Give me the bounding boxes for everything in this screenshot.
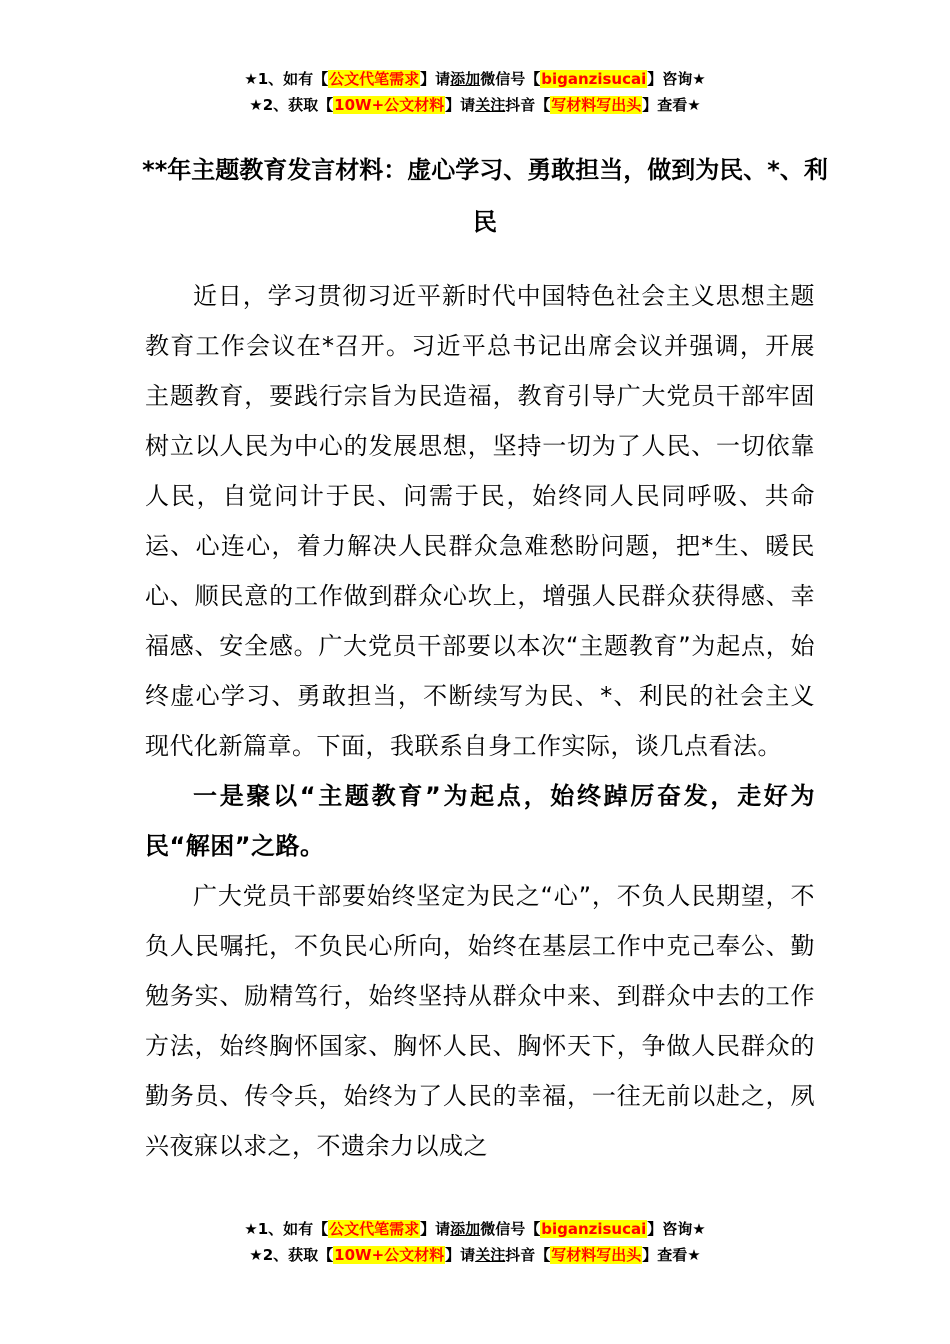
promo-text: 】请 — [420, 1220, 451, 1238]
star-icon: ★ — [692, 70, 706, 88]
star-icon: ★ — [249, 96, 263, 114]
promo-highlight-materials: 10W+公文材料 — [334, 1246, 445, 1264]
star-icon: ★ — [687, 96, 701, 114]
document-body — [145, 271, 815, 1171]
promo-underline-follow: 关注 — [475, 1246, 506, 1264]
promo-text: 】请 — [445, 96, 476, 114]
promo-highlight-materials: 10W+公文材料 — [334, 96, 445, 114]
promo-text: 】请 — [420, 70, 451, 88]
promo-highlight-need: 公文代笔需求 — [329, 70, 420, 88]
promo-text: 】请 — [445, 1246, 476, 1264]
body-paragraph-intro: 近日，学习贯彻习近平新时代中国特色社会主义思想主题教育工作会议在*召开。习近平总书记出席会议并强调，开展主题教育，要践行宗旨为民造福，教育引导广大党员干部牢固树立以人民为中心的发展思想，坚持一切为了人民、一切依靠人民，自觉问计于民、问需于民，始终同人民同呼吸、共命运、心连心，着力解决人民群众急难愁盼问题，把*生、暖民心、顺民意的工作做到群众心坎上，增强人民群众获得感、幸福感、安全感。广大党员干部要以本次“主题教育”为起点，始终虚心学习、勇敢担当，不断续写为民、*、利民的社会主义现代化新篇章。下面，我联系自身工作实际，谈几点看法。 — [145, 282, 815, 760]
promo-underline-add: 添加 — [450, 70, 481, 88]
promo-text: 抖音【 — [505, 96, 551, 114]
promo-highlight-need: 公文代笔需求 — [329, 1220, 420, 1238]
promo-header — [0, 66, 950, 118]
promo-line-1 — [0, 66, 950, 92]
promo-underline-follow: 关注 — [475, 96, 506, 114]
promo-line-2 — [0, 1242, 950, 1268]
star-icon: ★ — [244, 70, 258, 88]
promo-line-2 — [0, 92, 950, 118]
star-icon: ★ — [244, 1220, 258, 1238]
promo-footer — [0, 1216, 950, 1268]
promo-text: 】查看 — [642, 96, 688, 114]
promo-text: 2、获取【 — [262, 1246, 334, 1264]
promo-highlight-wechat-id: biganzisucai — [541, 1220, 647, 1238]
promo-underline-add: 添加 — [450, 1220, 481, 1238]
promo-text: 微信号【 — [480, 1220, 541, 1238]
promo-highlight-douyin: 写材料写出头 — [551, 96, 642, 114]
promo-highlight-wechat-id: biganzisucai — [541, 70, 647, 88]
star-icon: ★ — [692, 1220, 706, 1238]
star-icon: ★ — [687, 1246, 701, 1264]
promo-text: 】咨询 — [647, 1220, 693, 1238]
star-icon: ★ — [249, 1246, 263, 1264]
promo-text: 2、获取【 — [262, 96, 334, 114]
promo-line-1 — [0, 1216, 950, 1242]
promo-text: 1、如有【 — [257, 70, 329, 88]
promo-text: 抖音【 — [505, 1246, 551, 1264]
promo-text: 】咨询 — [647, 70, 693, 88]
promo-text: 】查看 — [642, 1246, 688, 1264]
promo-highlight-douyin: 写材料写出头 — [551, 1246, 642, 1264]
body-paragraph-section-1: 广大党员干部要始终坚定为民之“心”，不负人民期望，不负人民嘱托，不负民心所向，始终在基层工作中克己奉公、勤勉务实、励精笃行，始终坚持从群众中来、到群众中去的工作方法，始终胸怀国家、胸怀人民、胸怀天下，争做人民群众的勤务员、传令兵，始终为了人民的幸福，一往无前以赴之，夙兴夜寐以求之，不遗余力以成之 — [145, 882, 815, 1160]
document-title: **年主题教育发言材料：虚心学习、勇敢担当，做到为民、*、利民 — [142, 156, 828, 236]
section-heading-1: 一是聚以“主题教育”为起点，始终踔厉奋发，走好为民“解困”之路。 — [145, 782, 815, 860]
promo-text: 微信号【 — [480, 70, 541, 88]
promo-text: 1、如有【 — [257, 1220, 329, 1238]
